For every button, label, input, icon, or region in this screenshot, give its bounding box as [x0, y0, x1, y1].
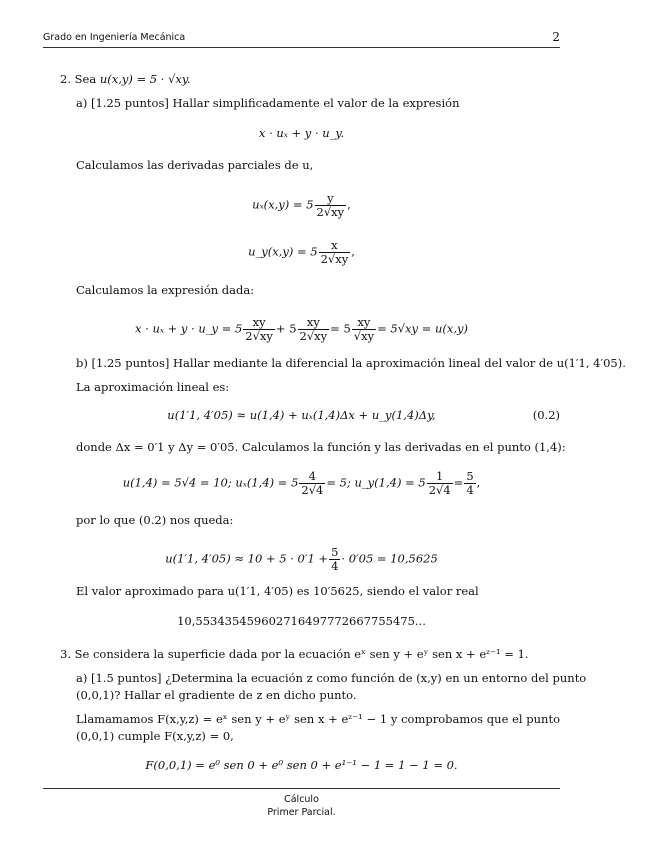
check-eq-math: F(0,0,1) = e⁰ sen 0 + e⁰ sen 0 + e¹⁻¹ − 1 = 1 − 1 = 0.	[145, 758, 458, 772]
problem2-number: 2.	[60, 72, 71, 86]
uy-lhs: u_y(x,y) = 5	[248, 244, 318, 259]
problem3-text: Se considera la superficie dada por la ecuación eˣ sen y + eʸ sen x + eᶻ⁻¹ = 1.	[74, 647, 529, 661]
expression-math: x · uₓ + y · u_y.	[258, 126, 345, 140]
part3a-line2: (0,0,1)? Hallar el gradiente de z en dicho punto.	[76, 688, 357, 702]
linear-equation	[43, 408, 560, 423]
header-rule	[43, 47, 560, 48]
approx-equation	[43, 546, 560, 573]
result-f1-num: xy	[252, 315, 266, 329]
result-eq: = 5	[330, 321, 351, 336]
result-f3-num: xy	[357, 315, 371, 329]
approx-f-den: 4	[331, 559, 339, 573]
point-values-equation	[43, 470, 560, 497]
real-value: 10,553435459602716497772667755475...	[177, 614, 426, 628]
define-line2: (0,0,1) cumple F(x,y,z) = 0,	[76, 729, 234, 743]
approx-a: u(1′1, 4′05) ≈ 10 + 5 · 0′1 +	[165, 551, 329, 566]
ux-num: y	[327, 191, 334, 205]
ux-fraction	[315, 192, 347, 219]
calc-expr-text: Calculamos la expresión dada:	[76, 283, 255, 297]
linear-intro-text: La aproximación lineal es:	[76, 380, 230, 394]
point-a: u(1,4) = 5√4 = 10; uₓ(1,4) = 5	[122, 475, 299, 490]
result-f1-den: 2√xy	[245, 329, 273, 343]
result-f3-den: √xy	[353, 329, 375, 343]
uy-end: ,	[351, 244, 355, 259]
result-frac3	[352, 316, 376, 343]
part3a-line1: a) [1.5 puntos] ¿Determina la ecuación z como función de (x,y) en un entorno del punto	[76, 671, 587, 685]
point-f2-num: 1	[436, 469, 444, 483]
part2b-text: b) [1.25 puntos] Hallar mediante la diferencial la aproximación lineal del valor de u(1′1, 4′05).	[76, 356, 626, 370]
point-b: = 5; u_y(1,4) = 5	[326, 475, 426, 490]
deltas-text: donde Δx = 0′1 y Δy = 0′05. Calculamos la función y las derivadas en el punto (1,4):	[76, 440, 566, 454]
page-footer	[43, 793, 560, 819]
result-rhs: = 5√xy = u(x,y)	[377, 321, 468, 336]
footer-line2: Primer Parcial.	[267, 807, 336, 818]
uy-den: 2√xy	[320, 252, 349, 266]
problem2-prefix: Sea	[74, 72, 100, 86]
result-lhs: x · uₓ + y · u_y = 5	[135, 321, 243, 336]
footer-rule	[43, 788, 560, 789]
result-equation	[43, 316, 560, 343]
approx-b: · 0′05 = 10,5625	[341, 551, 438, 566]
point-f1-num: 4	[308, 469, 317, 483]
part2a-expression	[43, 126, 560, 141]
page-number: 2	[552, 30, 560, 44]
problem2-statement	[60, 72, 191, 87]
ux-lhs: uₓ(x,y) = 5	[252, 197, 314, 212]
ux-den: 2√xy	[316, 205, 345, 219]
remains-text: por lo que (0.2) nos queda:	[76, 513, 234, 527]
page-header	[43, 32, 560, 43]
approx-f-num: 5	[331, 545, 339, 559]
result-f2-num: xy	[306, 315, 320, 329]
header-title: Grado en Ingeniería Mecánica	[43, 32, 186, 43]
define-line1: Llamamamos F(x,y,z) = eˣ sen y + eʸ sen x + eᶻ⁻¹ − 1 y comprobamos que el punto	[76, 712, 560, 726]
equation-tag: (0.2)	[532, 408, 560, 422]
result-f2-den: 2√xy	[299, 329, 328, 343]
uy-num: x	[331, 238, 338, 252]
point-frac2	[427, 470, 453, 497]
problem3-statement	[60, 647, 529, 662]
point-c: =	[453, 475, 464, 490]
uy-fraction	[319, 239, 351, 266]
problem2-function: u(x,y) = 5 · √xy.	[99, 72, 191, 86]
problem3-number: 3.	[60, 647, 71, 661]
point-f3-den: 4	[466, 483, 474, 497]
point-end: ,	[476, 475, 481, 490]
calc-derivs-text: Calculamos las derivadas parciales de u,	[76, 158, 314, 172]
point-f3-num: 5	[466, 469, 474, 483]
check-equation	[43, 758, 560, 773]
result-plus: + 5	[275, 321, 297, 336]
footer-line1: Cálculo	[284, 794, 319, 805]
ux-equation	[43, 192, 560, 219]
point-frac1	[299, 470, 325, 497]
approx-frac	[329, 546, 340, 573]
uy-equation	[43, 239, 560, 266]
linear-eq-math: u(1′1, 4′05) ≈ u(1,4) + uₓ(1,4)Δx + u_y(1,4)Δy,	[167, 408, 436, 422]
real-value-text: El valor aproximado para u(1′1, 4′05) es 10′5625, siendo el valor real	[76, 584, 479, 598]
point-f1-den: 2√4	[301, 483, 324, 497]
point-f2-den: 2√4	[428, 483, 451, 497]
ux-end: ,	[347, 197, 351, 212]
result-frac2	[298, 316, 330, 343]
result-frac1	[243, 316, 275, 343]
point-frac3	[464, 470, 475, 497]
part2a-text: a) [1.25 puntos] Hallar simplificadamente el valor de la expresión	[76, 96, 460, 110]
